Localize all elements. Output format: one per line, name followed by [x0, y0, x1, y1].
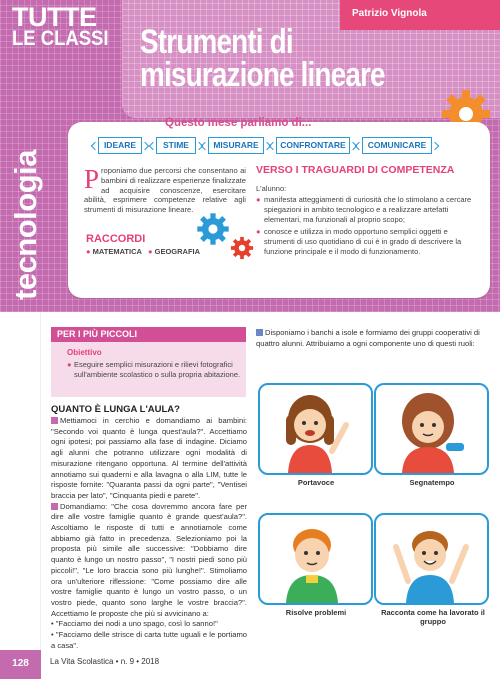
- chip-comunicare: COMUNICARE: [362, 137, 432, 154]
- body-paragraph: Domandiamo: "Che cosa dovremmo ancora fare per dire alle vostre famiglie quanto è grande quest'aula?". Ascoltiamo le risposte di tutti e annotiamole come abbiamo già fatto in precedenza. Selezioniamo poi la proposta più simile alle successive: "Dobbiamo dire quanto è lungo un nostro passo", "I nostri piedi sono più piccoli!", "Le loro braccia sono più lunghe!". Stimoliamo ora un'ulteriore riflessione: "Come possiamo dire alle vostre famiglie quanto è lungo un vostro passo, o un vostro piede, quanto sono larghe le vostre braccia?". Accettiamo le proposte che più si avvicinano a:: [51, 501, 247, 618]
- page-number: 128: [0, 650, 41, 679]
- page-title: [140, 23, 386, 94]
- role-card-portavoce: [258, 383, 373, 475]
- gear-icon: [196, 212, 230, 246]
- role-label: Portavoce: [297, 478, 335, 487]
- raccordi-item: ● GEOGRAFIA: [148, 247, 201, 256]
- role-card-risolve: [258, 513, 373, 605]
- chip-ideare: IDEARE: [98, 137, 142, 154]
- panel-heading: Questo mese parliamo di...: [165, 117, 312, 129]
- piccoli-title: PER I PIÙ PICCOLI: [51, 327, 246, 342]
- magazine-footer: La Vita Scolastica • n. 9 • 2018: [50, 657, 160, 666]
- role-label: Segnatempo: [409, 478, 455, 487]
- subject-side-label: tecnologia: [8, 149, 43, 300]
- raccordi-title: RACCORDI: [86, 233, 146, 245]
- body-bullet: • "Facciamo delle strisce di carta tutte uguali e le portiamo a casa".: [51, 630, 247, 650]
- page-title-line-1: Strumenti di: [140, 23, 293, 61]
- competenze-lead: L'alunno:: [256, 184, 287, 193]
- boy-cheering-illustration: [376, 515, 487, 603]
- chip-misurare: MISURARE: [208, 137, 264, 154]
- intro-text: roponiamo due percorsi che consentano ai bambini di realizzare esperienze finalizzate ad acquisire conoscenze, esercitare abilità, esprimere competenze relative agli strumenti di misurazione lineare.: [84, 166, 246, 215]
- question-body: [51, 416, 247, 651]
- roles-intro: Disponiamo i banchi a isole e formiamo dei gruppi cooperativi di quattro alunni. Attribuiamo a ogni componente uno di questi ruoli:: [256, 328, 480, 348]
- tag-le-classi: LE CLASSI: [12, 27, 109, 50]
- role-label: Risolve problemi: [285, 608, 347, 617]
- objective-title: Obiettivo: [67, 348, 102, 357]
- page-title-line-2: misurazione lineare: [140, 56, 385, 94]
- competenze-item: ● manifesta atteggiamenti di curiosità che lo stimolano a cercare spiegazioni in ambito tecnologico e a realizzare artefatti elementari, ma funzionali al proprio scopo;: [256, 195, 472, 224]
- tag-tutte: TUTTE: [12, 2, 97, 32]
- gear-icon: [230, 236, 254, 260]
- role-card-segnatempo: [374, 383, 489, 475]
- chip-stime: STIME: [156, 137, 196, 154]
- competenze-item: ● conosce e utilizza in modo opportuno semplici oggetti e strumenti di uso quotidiano di cui è in grado di descrivere la funzione principale e il modo di funzionamento.: [256, 227, 462, 256]
- competenze-title: VERSO I TRAGUARDI DI COMPETENZA: [256, 164, 455, 176]
- role-card-racconta: [374, 513, 489, 605]
- chip-confrontare: CONFRONTARE: [276, 137, 350, 154]
- girl-speaking-illustration: [260, 385, 371, 473]
- author-name: Patrizio Vignola: [352, 8, 427, 19]
- objective-text: ● Eseguire semplici misurazioni e rilievi fotografici sull'ambiente scolastico o sulla propria abitazione.: [67, 360, 241, 379]
- intro-paragraph: [84, 166, 246, 215]
- left-margin-strip: [0, 312, 41, 650]
- role-label: Racconta come ha lavorato il gruppo: [381, 608, 485, 626]
- boy-thinking-illustration: [260, 515, 371, 603]
- body-paragraph: Mettiamoci in cerchio e domandiamo ai bambini: "Secondo voi quanto è lunga quest'aula?". Accettiamo ogni ipotesi; poi passiamo alla fase di indagine. Diciamo agli alunni che potranno utilizzare ogni modalità di misurazione ritengano opportuna. Al termine dell'attività annotiamo sui quaderni e alla lavagna o alla LIM, tutte le risposte fornite: "Quaranta passi da ogni parte", "Ventisei braccia per lato", "Cinquanta piedi e parete".: [51, 416, 247, 500]
- intro-dropcap: P: [84, 164, 100, 194]
- body-bullet: • "Facciamo dei nodi a uno spago, così lo sanno!": [51, 619, 218, 629]
- girl-watch-illustration: [376, 385, 487, 473]
- raccordi-item: ● MATEMATICA: [86, 247, 142, 256]
- question-title: QUANTO È LUNGA L'AULA?: [51, 404, 180, 415]
